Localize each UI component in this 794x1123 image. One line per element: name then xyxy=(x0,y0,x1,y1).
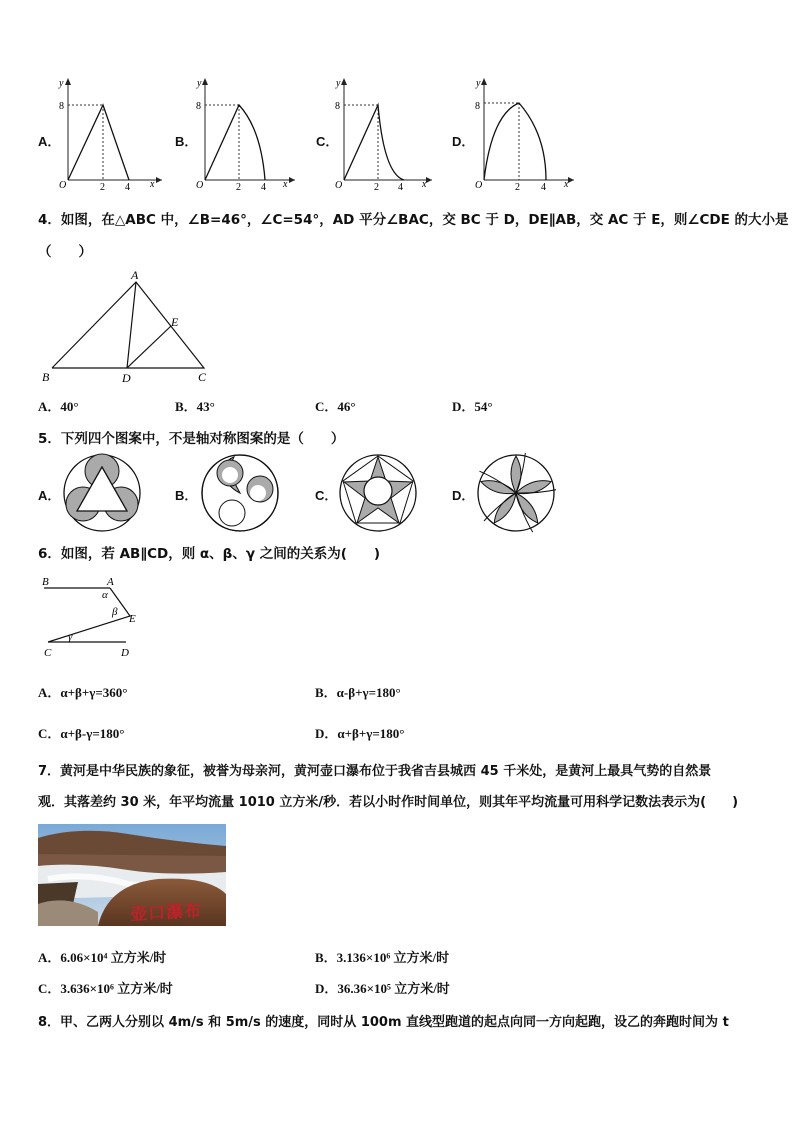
origin-label: O xyxy=(59,180,67,191)
q5-option-b-label: B． xyxy=(175,488,198,503)
label-alpha: α xyxy=(102,589,108,601)
x-tick-4: 4 xyxy=(125,182,130,193)
point-d: D xyxy=(122,371,131,385)
q6-option-c: C．α+β-γ=180° xyxy=(38,726,125,741)
q8-text: 8．甲、乙两人分别以 4m/s 和 5m/s 的速度，同时从 100m 直线型跑道的起点向同一方向起跑，设乙的奔跑时间为 t xyxy=(38,1015,729,1030)
q3-graph-b xyxy=(195,74,305,194)
q4-triangle-figure xyxy=(38,268,218,388)
x-axis-label: x xyxy=(150,179,155,190)
svg-text:O: O xyxy=(335,180,343,191)
hukou-waterfall-photo xyxy=(38,824,226,926)
svg-text:y: y xyxy=(476,78,481,89)
q7-text-line2: 观．其落差约 30 米，年平均流量 1010 立方米/秒．若以小时作时间单位，则其年平均流量可用科学记数法表示为( ) xyxy=(38,795,739,810)
svg-text:8: 8 xyxy=(335,101,340,112)
point-a: A xyxy=(131,268,139,282)
svg-text:2: 2 xyxy=(236,182,241,193)
svg-text:2: 2 xyxy=(374,182,379,193)
q7-text-line1: 7．黄河是中华民族的象征，被誉为母亲河，黄河壶口瀑布位于我省吉县城西 45 千米处，是黄河上最具气势的自然景 xyxy=(38,764,712,779)
q4-option-c: C．46° xyxy=(315,399,356,414)
q5-option-a-label: A． xyxy=(38,488,61,503)
q4-option-b: B．43° xyxy=(175,399,215,414)
label-gamma: γ xyxy=(68,631,73,643)
q6-text: 6．如图，若 AB∥CD，则 α、β、γ 之间的关系为( ) xyxy=(38,546,381,562)
q3-graph-d xyxy=(474,74,584,194)
q3-option-a-label: A． xyxy=(38,134,61,149)
label-d: D xyxy=(121,647,129,659)
svg-text:O: O xyxy=(196,180,204,191)
svg-text:8: 8 xyxy=(475,101,480,112)
graph-d-curve xyxy=(484,103,546,180)
svg-text:4: 4 xyxy=(541,182,546,193)
svg-text:y: y xyxy=(336,78,341,89)
label-e: E xyxy=(129,613,136,625)
label-beta: β xyxy=(112,606,118,618)
q3-option-d-label: D． xyxy=(452,134,475,149)
q6-parallel-lines-figure xyxy=(38,572,148,662)
q7-option-d: D．36.36×10⁵ 立方米/时 xyxy=(315,981,450,996)
svg-text:8: 8 xyxy=(196,101,201,112)
q3-graph-c xyxy=(334,74,444,194)
q5-option-c-label: C． xyxy=(315,488,338,503)
y-axis-label: y xyxy=(59,78,64,89)
q7-option-b: B．3.136×10⁶ 立方米/时 xyxy=(315,950,450,965)
q5-option-d-label: D． xyxy=(452,488,475,503)
graph-a-curve xyxy=(68,105,129,180)
y-tick-8: 8 xyxy=(59,101,64,112)
svg-text:y: y xyxy=(197,78,202,89)
point-c: C xyxy=(198,370,207,384)
q3-graph-a xyxy=(58,74,168,194)
q7-option-c: C．3.636×10⁶ 立方米/时 xyxy=(38,981,173,996)
point-e: E xyxy=(171,315,179,329)
q6-option-d: D．α+β+γ=180° xyxy=(315,726,405,741)
svg-text:x: x xyxy=(422,179,427,190)
svg-text:4: 4 xyxy=(398,182,403,193)
q5-pattern-d xyxy=(476,453,556,533)
q4-text: 4．如图，在△ABC 中，∠B=46°，∠C=54°，AD 平分∠BAC，交 BC 于 D，DE∥AB，交 AC 于 E，则∠CDE 的大小是 xyxy=(38,212,789,228)
q6-option-a: A．α+β+γ=360° xyxy=(38,685,128,700)
svg-text:4: 4 xyxy=(261,182,266,193)
point-b: B xyxy=(42,370,50,384)
label-c: C xyxy=(44,647,52,659)
q5-pattern-c xyxy=(338,453,418,533)
x-tick-2: 2 xyxy=(100,182,105,193)
q3-option-c-label: C． xyxy=(316,134,339,149)
q5-pattern-b xyxy=(200,453,280,533)
q4-option-a: A．40° xyxy=(38,399,79,414)
svg-text:x: x xyxy=(283,179,288,190)
q3-option-b-label: B． xyxy=(175,134,198,149)
q4-option-d: D．54° xyxy=(452,399,493,414)
q5-text: 5．下列四个图案中，不是轴对称图案的是（ ） xyxy=(38,431,345,447)
svg-text:x: x xyxy=(564,179,569,190)
q7-option-a: A．6.06×10⁴ 立方米/时 xyxy=(38,950,167,965)
graph-c-curve xyxy=(344,105,404,180)
q5-pattern-a xyxy=(62,453,142,533)
graph-b-curve xyxy=(205,105,265,180)
q6-option-b: B．α-β+γ=180° xyxy=(315,685,401,700)
label-b: B xyxy=(42,576,49,588)
photo-caption: 壶口瀑布 xyxy=(129,901,203,925)
q4-paren: （ ） xyxy=(38,244,92,260)
label-a: A xyxy=(107,576,114,588)
svg-text:2: 2 xyxy=(515,182,520,193)
svg-text:O: O xyxy=(475,180,483,191)
